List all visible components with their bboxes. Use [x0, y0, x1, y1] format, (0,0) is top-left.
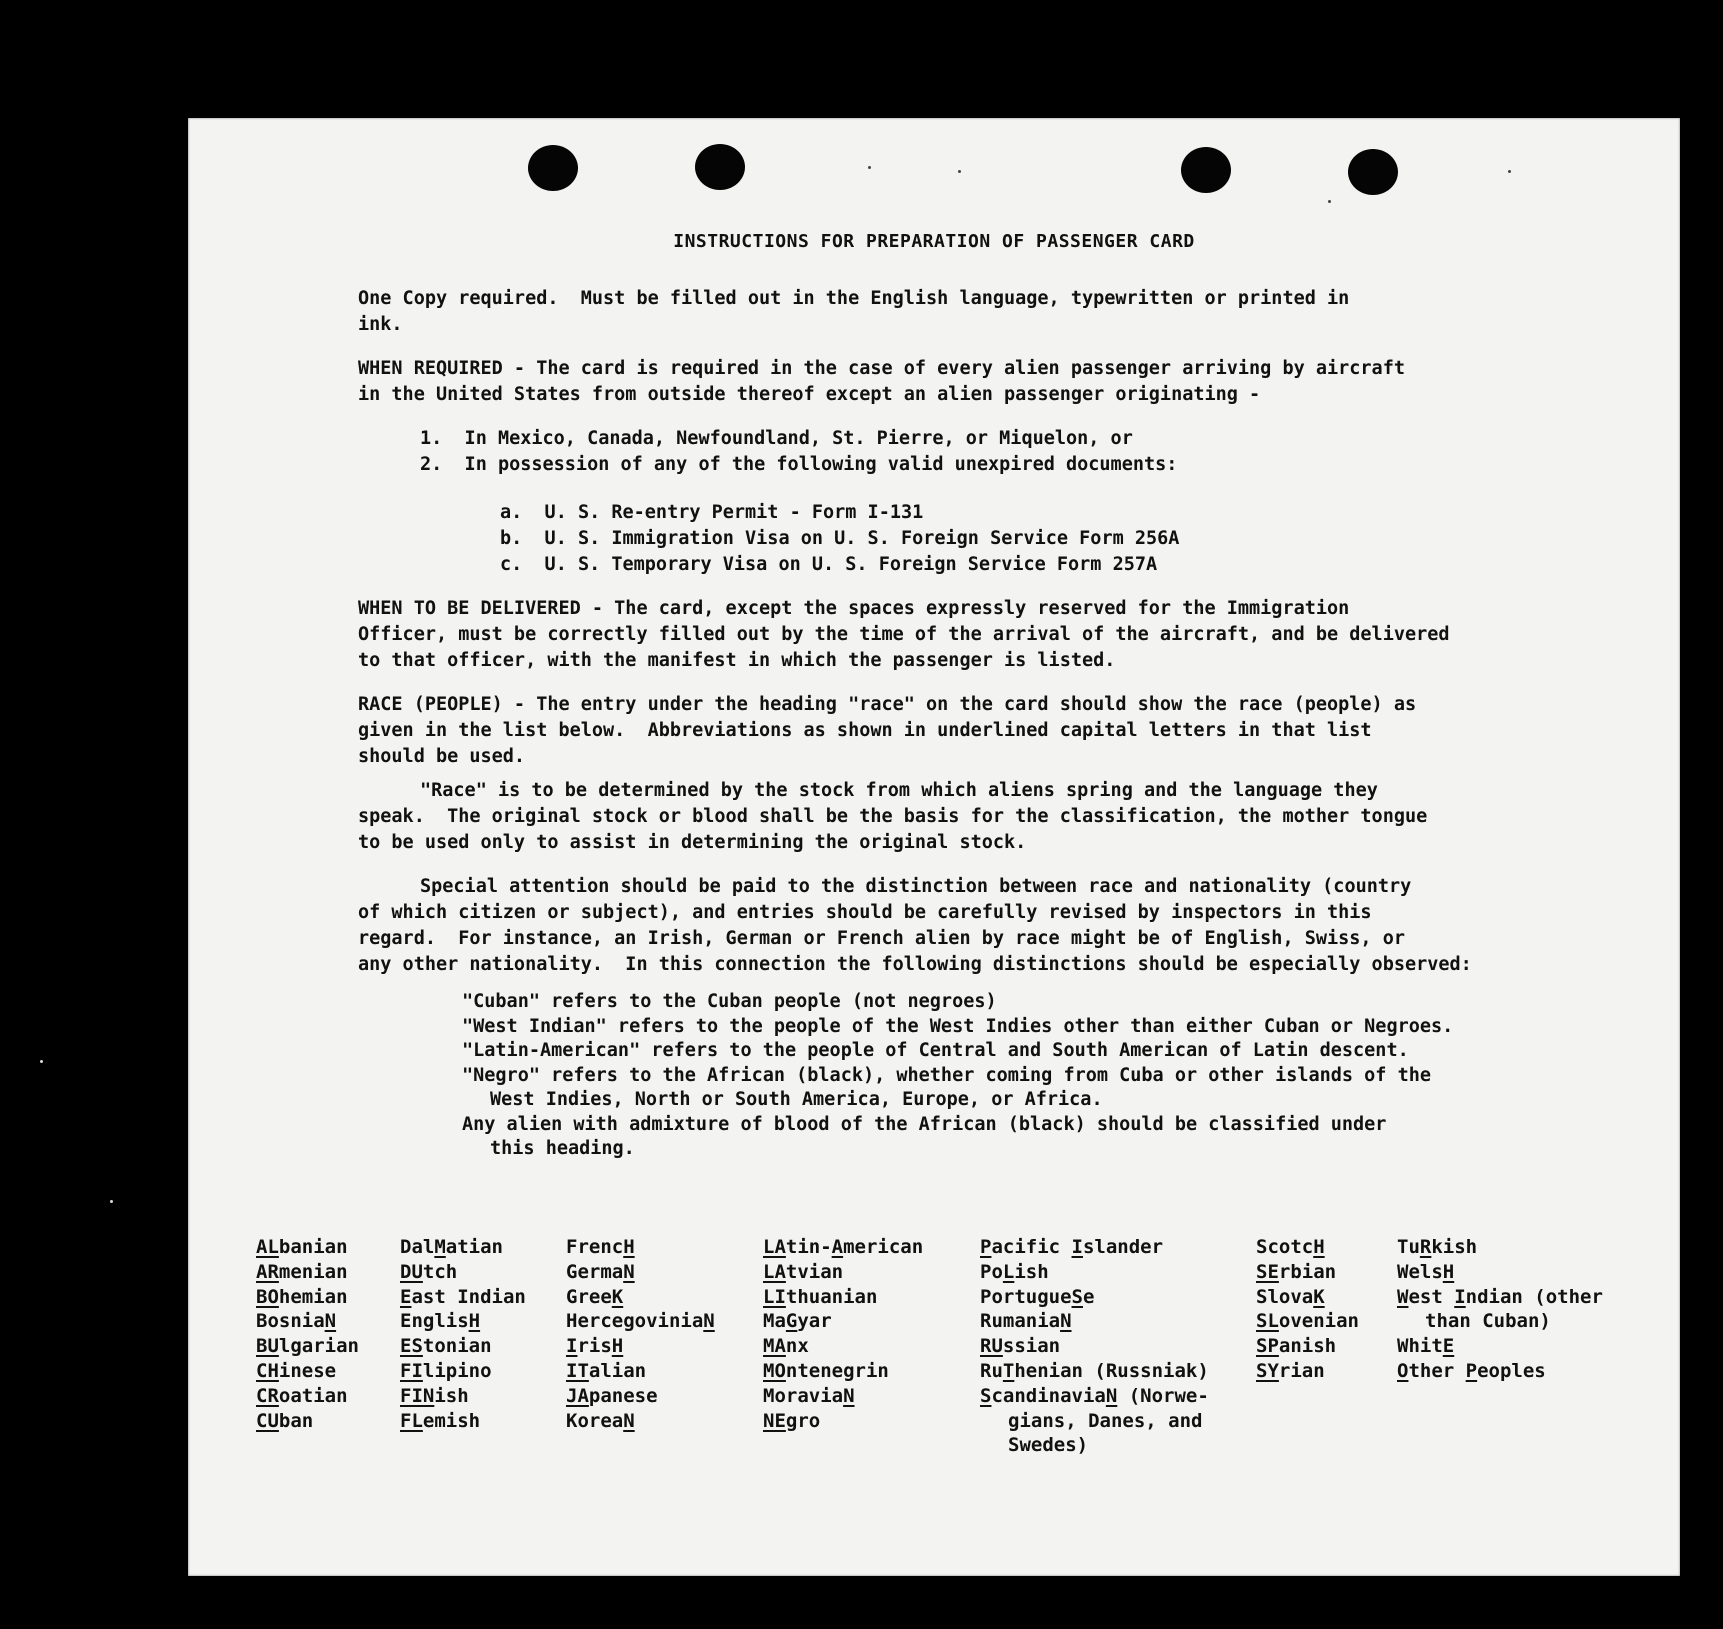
race-item: FrencH	[566, 1236, 635, 1258]
race-item: DUtch	[400, 1260, 458, 1283]
race-item: SPanish	[1256, 1335, 1337, 1358]
race-item: FLemish	[400, 1409, 481, 1432]
race-item: MoraviaN	[763, 1384, 855, 1407]
when-delivered-paragraph: WHEN TO BE DELIVERED - The card, except the spaces expressly reserved for the Immigration Officer, must be correctly filled out by the time of the arrival of the aircraft, and be delivered to that officer, with the manifest in which the passenger is listed.	[358, 598, 1450, 671]
race-item: PoLish	[980, 1260, 1049, 1283]
punch-hole	[528, 145, 578, 191]
race-column	[1256, 1235, 1359, 1384]
race-item: HercegoviniaN	[566, 1310, 715, 1333]
race-item: BOhemian	[256, 1285, 348, 1308]
document-page	[188, 118, 1680, 1576]
list-item: this heading.	[490, 1138, 635, 1159]
punch-hole	[1181, 147, 1231, 193]
list-item: West Indies, North or South America, Europe, or Africa.	[490, 1089, 1103, 1110]
when-required-paragraph: WHEN REQUIRED - The card is required in the case of every alien passenger arriving by aircraft in the United States from outside thereof except an alien passenger originating -	[358, 358, 1405, 405]
race-item: LIthuanian	[763, 1285, 878, 1308]
race-item: CRoatian	[256, 1384, 348, 1407]
race-item: MOntenegrin	[763, 1359, 889, 1382]
race-column	[566, 1235, 715, 1433]
race-item: CHinese	[256, 1359, 337, 1382]
race-item: Other Peoples	[1397, 1359, 1546, 1382]
intro-paragraph: One Copy required. Must be filled out in the English language, typewritten or printed in ink.	[358, 288, 1350, 335]
list-item: "West Indian" refers to the people of the West Indies other than either Cuban or Negroes.	[462, 1015, 1454, 1037]
scan-speck	[958, 170, 961, 173]
race-item: MaGyar	[763, 1310, 832, 1333]
instructions-body	[358, 286, 1668, 1172]
race-item: KoreaN	[566, 1409, 635, 1432]
race-item: ALbanian	[256, 1236, 348, 1258]
race-item: NEgro	[763, 1409, 821, 1432]
scan-speck	[868, 166, 871, 169]
special-attention-paragraph: Special attention should be paid to the distinction between race and nationality (country of which citizen or subject), and entries should be carefully revised by inspectors in this regard. For instance, an Irish, German or French alien by race might be of English, Swiss, or any other nationality. In this connection the following distinctions should be especially observed:	[358, 876, 1472, 975]
race-item: LAtvian	[763, 1260, 844, 1283]
race-column	[1397, 1235, 1603, 1384]
race-item: East Indian	[400, 1285, 526, 1308]
race-item: ITalian	[566, 1359, 647, 1382]
race-item: FINish	[400, 1384, 469, 1407]
race-item: MAnx	[763, 1335, 809, 1358]
race-column	[763, 1235, 923, 1433]
race-item: SlovaK	[1256, 1285, 1325, 1308]
race-item: TuRkish	[1397, 1236, 1478, 1258]
scan-speck	[1508, 170, 1511, 173]
race-item: SLovenian	[1256, 1310, 1359, 1333]
conditions-list	[358, 426, 1668, 478]
race-item: RumaniaN	[980, 1310, 1072, 1333]
documents-list	[358, 500, 1668, 578]
race-column	[980, 1235, 1209, 1458]
race-item: BosniaN	[256, 1310, 337, 1333]
race-item: GreeK	[566, 1285, 624, 1308]
list-item: "Latin-American" refers to the people of Central and South American of Latin descent.	[462, 1040, 1409, 1061]
scan-speck	[40, 1060, 43, 1063]
list-item: b. U. S. Immigration Visa on U. S. Foreign Service Form 256A	[500, 528, 1180, 549]
race-column	[256, 1235, 359, 1433]
race-item: WelsH	[1397, 1260, 1455, 1283]
race-item-continuation: than Cuban)	[1425, 1310, 1551, 1333]
race-item: PortugueSe	[980, 1285, 1095, 1308]
race-item: ARmenian	[256, 1260, 348, 1283]
race-item: IrisH	[566, 1335, 624, 1358]
page-title: INSTRUCTIONS FOR PREPARATION OF PASSENGER CARD	[673, 231, 1195, 252]
race-item: GermaN	[566, 1260, 635, 1283]
race-item: RUssian	[980, 1335, 1061, 1358]
race-column	[400, 1235, 526, 1433]
scan-speck	[110, 1200, 113, 1203]
list-item: "Cuban" refers to the Cuban people (not negroes)	[462, 991, 997, 1012]
list-item: "Negro" refers to the African (black), whether coming from Cuba or other islands of the	[462, 1064, 1432, 1086]
list-item: 1. In Mexico, Canada, Newfoundland, St. Pierre, or Miquelon, or	[420, 428, 1133, 449]
punch-hole	[1348, 149, 1398, 195]
list-item: 2. In possession of any of the following valid unexpired documents:	[420, 454, 1178, 475]
distinctions-list	[358, 990, 1668, 1162]
race-item: EnglisH	[400, 1310, 481, 1333]
race-item: WhitE	[1397, 1335, 1455, 1358]
list-item: c. U. S. Temporary Visa on U. S. Foreign Service Form 257A	[500, 554, 1158, 575]
race-item: Pacific Islander	[980, 1236, 1164, 1258]
race-item: DalMatian	[400, 1236, 503, 1258]
list-item: Any alien with admixture of blood of the African (black) should be classified under	[462, 1113, 1387, 1135]
race-item: RuThenian (Russniak)	[980, 1359, 1209, 1382]
race-item: BUlgarian	[256, 1335, 359, 1358]
race-intro-paragraph: RACE (PEOPLE) - The entry under the heading "race" on the card should show the race (people) as given in the list below. Abbreviations as shown in underlined capital letters in that list should be used.	[358, 694, 1417, 767]
race-item: ScotcH	[1256, 1236, 1325, 1258]
list-item: a. U. S. Re-entry Permit - Form I-131	[500, 502, 924, 523]
race-item: FIlipino	[400, 1359, 492, 1382]
race-item: ScandinaviaN (Norwe-	[980, 1384, 1209, 1407]
race-item-continuation: Swedes)	[1008, 1434, 1089, 1457]
race-determination-paragraph: "Race" is to be determined by the stock from which aliens spring and the language they speak. The original stock or blood shall be the basis for the classification, the mother tongue to be used only to assist in determining the original stock.	[358, 780, 1428, 853]
race-item: CUban	[256, 1409, 314, 1432]
race-item: SYrian	[1256, 1359, 1325, 1382]
punch-hole	[695, 144, 745, 190]
race-item: JApanese	[566, 1384, 658, 1407]
race-item: EStonian	[400, 1335, 492, 1358]
race-item: SErbian	[1256, 1260, 1337, 1283]
scan-speck	[1328, 200, 1331, 203]
race-item: LAtin-American	[763, 1236, 924, 1258]
race-item-continuation: gians, Danes, and	[1008, 1409, 1203, 1432]
race-item: West Indian (other	[1397, 1285, 1603, 1308]
